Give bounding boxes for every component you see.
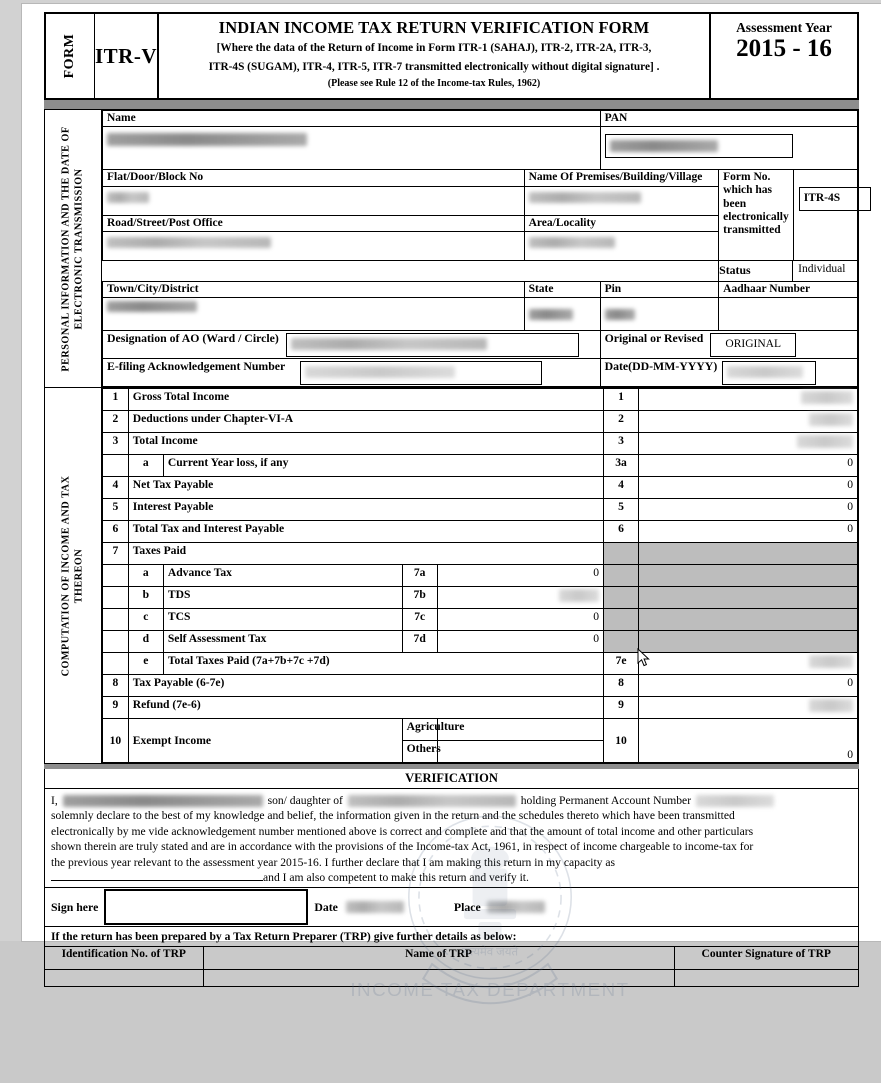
- row-sub: e: [128, 653, 163, 675]
- form-no-label: Form No. which has been electronically transmitted: [723, 171, 789, 237]
- assessment-year-cell: [711, 14, 857, 98]
- signature-box[interactable]: [104, 889, 308, 925]
- disabled-cell: [603, 609, 638, 631]
- row-ref: 8: [603, 675, 638, 697]
- row-value[interactable]: [639, 697, 858, 719]
- sign-date-redacted: [346, 901, 404, 913]
- row-no: 4: [103, 477, 129, 499]
- computation-section-rail: [45, 388, 102, 763]
- verification-line-5: the previous year relevant to the assessment year 2015-16. I further declare that I am making this return in my capacity as: [51, 855, 616, 869]
- verification-heading: VERIFICATION: [45, 769, 858, 789]
- row-no: 9: [103, 697, 129, 719]
- form-no-value[interactable]: ITR-4S: [799, 187, 871, 211]
- row-label: Interest Payable: [128, 499, 603, 521]
- premises-value-redacted: [529, 192, 641, 203]
- form-code: ITR-V: [95, 14, 159, 98]
- premises-label: Name Of Premises/Building/Village: [524, 170, 719, 187]
- table-row: [103, 521, 858, 543]
- ao-value-box[interactable]: [286, 333, 579, 357]
- verification-lead: I,: [51, 794, 58, 807]
- ack-cell: [103, 359, 601, 387]
- table-row: [103, 389, 858, 411]
- table-row: [103, 331, 858, 359]
- row-ref: 7d: [402, 631, 437, 653]
- ao-cell: [103, 331, 601, 359]
- aadhaar-label: Aadhaar Number: [719, 281, 858, 297]
- capacity-blank-line[interactable]: [51, 880, 263, 881]
- form-rule-note: (Please see Rule 12 of the Income-tax Rules, 1962): [327, 77, 541, 89]
- table-row: [103, 433, 858, 455]
- row-value[interactable]: 0: [639, 499, 858, 521]
- table-row: [103, 359, 858, 387]
- table-row: [103, 298, 858, 331]
- form-word-cell: [46, 14, 95, 98]
- sign-place-label: Place: [453, 899, 481, 914]
- parent-name-redacted: [348, 795, 516, 807]
- row-ref: 7a: [402, 565, 437, 587]
- table-row: [103, 719, 858, 741]
- watermark-motto: सत्यमेव जयते: [461, 945, 519, 959]
- table-row: [103, 653, 858, 675]
- disabled-cell: [603, 631, 638, 653]
- table-row: [103, 587, 858, 609]
- form-header: [44, 12, 859, 100]
- table-row: [45, 970, 858, 987]
- taxes-paid-no: 7: [103, 543, 129, 565]
- row-no: 2: [103, 411, 129, 433]
- pan-label: PAN: [600, 111, 857, 127]
- form-sheet: [44, 12, 859, 1000]
- row-value[interactable]: 0: [437, 609, 603, 631]
- town-label: Town/City/District: [103, 281, 525, 297]
- exempt-no: 10: [103, 719, 129, 763]
- row-value[interactable]: [639, 389, 858, 411]
- original-revised-value[interactable]: ORIGINAL: [710, 333, 796, 357]
- exempt-label: Exempt Income: [128, 719, 402, 763]
- row-label: TDS: [163, 587, 402, 609]
- table-row: [103, 411, 858, 433]
- verification-line-3: electronically by me vide acknowledgement number mentioned above is correct and complete and that the amount of total income and other particulars: [51, 824, 754, 838]
- disabled-cell: [639, 565, 858, 587]
- exempt-sub-label: Agriculture: [402, 719, 437, 741]
- exempt-value[interactable]: 0: [639, 719, 858, 763]
- disabled-cell: [639, 609, 858, 631]
- declarant-pan-redacted: [696, 795, 774, 807]
- computation-section-body: [102, 388, 858, 763]
- status-value: Individual: [792, 260, 862, 282]
- status-cell: [719, 261, 858, 282]
- row-label: Total Taxes Paid (7a+7b+7c +7d): [163, 653, 603, 675]
- road-value-redacted: [107, 237, 271, 248]
- row-value-redacted: [559, 589, 599, 602]
- row-sub: a: [128, 455, 163, 477]
- table-row: [45, 947, 858, 970]
- row-value[interactable]: 0: [437, 565, 603, 587]
- form-subtitle-line2: ITR-4S (SUGAM), ITR-4, ITR-5, ITR-7 transmitted electronically without digital signature] .: [208, 61, 660, 74]
- trp-name-value[interactable]: [203, 970, 674, 987]
- flat-value-cell[interactable]: [103, 186, 525, 215]
- row-label: Self Assessment Tax: [163, 631, 402, 653]
- disabled-cell: [639, 631, 858, 653]
- row-ref: 7b: [402, 587, 437, 609]
- row-no: [103, 455, 129, 477]
- watermark-emblem-text: INCOME TAX DEPARTMENT: [350, 979, 630, 1000]
- table-row: [103, 609, 858, 631]
- row-label: Net Tax Payable: [128, 477, 603, 499]
- row-value[interactable]: 0: [639, 521, 858, 543]
- row-ref: 7c: [402, 609, 437, 631]
- flat-label: Flat/Door/Block No: [103, 170, 525, 187]
- row-no: 3: [103, 433, 129, 455]
- table-row: [103, 631, 858, 653]
- row-value[interactable]: 0: [437, 631, 603, 653]
- row-label: Gross Total Income: [128, 389, 603, 411]
- flat-value-redacted: [107, 192, 149, 203]
- name-value-cell[interactable]: [103, 127, 601, 170]
- row-no: 6: [103, 521, 129, 543]
- table-row: [103, 697, 858, 719]
- row-no: [103, 631, 129, 653]
- assessment-year-label: Assessment Year: [736, 20, 832, 35]
- pan-value-cell[interactable]: [600, 127, 857, 170]
- town-value-cell[interactable]: [103, 298, 525, 331]
- row-value-redacted: [801, 391, 853, 404]
- row-no: 8: [103, 675, 129, 697]
- original-revised-cell: [600, 331, 857, 359]
- row-no: [103, 609, 129, 631]
- efiling-date-value-box[interactable]: [722, 361, 816, 385]
- row-label: Advance Tax: [163, 565, 402, 587]
- sign-here-label: Sign here: [51, 899, 99, 914]
- row-value[interactable]: [437, 587, 603, 609]
- table-row: [103, 111, 858, 127]
- table-row: [103, 565, 858, 587]
- disabled-cell: [639, 543, 858, 565]
- table-row: [103, 499, 858, 521]
- row-value[interactable]: [639, 433, 858, 455]
- row-sub: b: [128, 587, 163, 609]
- row-no: [103, 653, 129, 675]
- pin-label: Pin: [600, 281, 719, 297]
- state-value-cell[interactable]: [524, 298, 600, 331]
- personal-section-rail-label: PERSONAL INFORMATION AND THE DATE OF ELECTRONIC TRANSMISSION: [60, 125, 84, 372]
- form-word-label: FORM: [62, 33, 77, 79]
- personal-section-body: [102, 110, 858, 387]
- row-label: Refund (7e-6): [128, 697, 603, 719]
- exempt-sub-label: Others: [402, 741, 437, 763]
- pan-value-redacted: [610, 140, 718, 152]
- ack-value-box[interactable]: [300, 361, 542, 385]
- row-ref: 6: [603, 521, 638, 543]
- disabled-cell: [603, 587, 638, 609]
- exempt-sub-value[interactable]: [437, 741, 603, 763]
- ao-value-redacted: [291, 338, 487, 350]
- row-ref: 7e: [603, 653, 638, 675]
- declarant-name-redacted: [63, 795, 263, 807]
- trp-signature-value[interactable]: [674, 970, 858, 987]
- row-no: [103, 587, 129, 609]
- row-ref: 1: [603, 389, 638, 411]
- table-row: [103, 455, 858, 477]
- form-title: INDIAN INCOME TAX RETURN VERIFICATION FORM: [218, 18, 650, 37]
- row-label: Deductions under Chapter-VI-A: [128, 411, 603, 433]
- aadhaar-value-cell[interactable]: [719, 298, 858, 331]
- verification-line-1: [51, 793, 852, 808]
- trp-col-id: Identification No. of TRP: [45, 947, 203, 970]
- row-value-redacted: [797, 435, 853, 448]
- row-value[interactable]: [639, 411, 858, 433]
- area-label: Area/Locality: [524, 215, 719, 232]
- row-ref: 5: [603, 499, 638, 521]
- row-value[interactable]: 0: [639, 477, 858, 499]
- table-row: [103, 543, 858, 565]
- name-value-redacted: [107, 133, 307, 146]
- mouse-cursor-icon: [637, 648, 651, 668]
- ack-label: E-filing Acknowledgement Number: [107, 359, 286, 373]
- signature-row: [45, 887, 858, 926]
- trp-col-name: Name of TRP: [203, 947, 674, 970]
- row-value[interactable]: 0: [639, 455, 858, 477]
- row-value[interactable]: [639, 653, 858, 675]
- row-ref: 3: [603, 433, 638, 455]
- trp-col-signature: Counter Signature of TRP: [674, 947, 858, 970]
- son-daughter-label: son/ daughter of: [267, 794, 343, 807]
- disabled-cell: [639, 587, 858, 609]
- row-no: 1: [103, 389, 129, 411]
- exempt-ref: 10: [603, 719, 638, 763]
- pin-value-cell[interactable]: [600, 298, 719, 331]
- pan-value-box[interactable]: [605, 134, 793, 158]
- section-divider-band: [44, 100, 859, 109]
- trp-note: If the return has been prepared by a Tax Return Preparer (TRP) give further details as below:: [51, 930, 517, 944]
- table-row: [103, 477, 858, 499]
- row-ref: 3a: [603, 455, 638, 477]
- state-value-redacted: [529, 309, 573, 320]
- name-label: Name: [103, 111, 601, 127]
- disabled-cell: [603, 565, 638, 587]
- table-row: [103, 127, 858, 170]
- ack-value-redacted: [305, 366, 455, 378]
- taxes-paid-label: Taxes Paid: [128, 543, 603, 565]
- efiling-date-redacted: [727, 366, 803, 378]
- verification-section: [44, 769, 859, 927]
- table-row: [103, 170, 858, 187]
- pan-phrase-label: holding Permanent Account Number: [520, 794, 692, 807]
- assessment-year-value: 2015 - 16: [736, 35, 832, 62]
- row-label: Total Income: [128, 433, 603, 455]
- state-label: State: [524, 281, 600, 297]
- row-value[interactable]: 0: [639, 675, 858, 697]
- table-row: [103, 261, 858, 282]
- original-revised-label: Original or Revised: [604, 331, 704, 345]
- table-row: [103, 281, 858, 297]
- area-value-cell[interactable]: [524, 232, 719, 261]
- verification-body: [45, 789, 858, 887]
- row-value-redacted: [809, 413, 853, 426]
- form-no-value-wrap: [793, 169, 871, 261]
- row-ref: 2: [603, 411, 638, 433]
- row-label: Current Year loss, if any: [163, 455, 603, 477]
- pin-value-redacted: [605, 309, 635, 320]
- verification-line-6: [51, 870, 852, 885]
- area-value-redacted: [529, 237, 615, 248]
- sign-place-redacted: [487, 901, 545, 913]
- personal-information-section: [44, 109, 859, 388]
- town-value-redacted: [107, 301, 197, 312]
- form-subtitle-line1: [Where the data of the Return of Income in Form ITR-1 (SAHAJ), ITR-2, ITR-2A, ITR-3,: [216, 41, 652, 54]
- table-row: [103, 675, 858, 697]
- efiling-date-label: Date(DD-MM-YYYY): [604, 359, 718, 373]
- road-label: Road/Street/Post Office: [103, 215, 525, 232]
- efiling-date-cell: [600, 359, 857, 387]
- sign-date-label: Date: [314, 899, 338, 914]
- row-no: [103, 565, 129, 587]
- row-sub: a: [128, 565, 163, 587]
- disabled-cell: [603, 543, 638, 565]
- row-value-redacted: [809, 655, 853, 668]
- row-label: Total Tax and Interest Payable: [128, 521, 603, 543]
- row-label: Tax Payable (6-7e): [128, 675, 603, 697]
- row-ref: 4: [603, 477, 638, 499]
- document-page: [22, 4, 881, 1000]
- row-label: TCS: [163, 609, 402, 631]
- row-sub: d: [128, 631, 163, 653]
- personal-section-rail: [45, 110, 102, 387]
- computation-section-rail-label: COMPUTATION OF INCOME AND TAX THEREON: [60, 475, 84, 676]
- form-title-block: [159, 14, 711, 98]
- status-label: Status: [719, 263, 751, 278]
- row-ref: 9: [603, 697, 638, 719]
- trp-section: [44, 927, 859, 987]
- row-sub: c: [128, 609, 163, 631]
- verification-line-2: solemnly declare to the best of my knowledge and belief, the information given in the return and the schedules thereto which have been transmitted: [51, 809, 735, 823]
- road-value-cell[interactable]: [103, 232, 525, 261]
- trp-id-value[interactable]: [45, 970, 203, 987]
- verification-line-4: shown therein are truly stated and are in accordance with the provisions of the Income-tax Act, 1961, in respect of income chargeable to income-tax for: [51, 840, 754, 854]
- verification-line-6-text: and I am also competent to make this return and verify it.: [263, 871, 529, 885]
- row-no: 5: [103, 499, 129, 521]
- form-no-cell: [719, 170, 858, 261]
- row-value-redacted: [809, 699, 853, 712]
- ao-label: Designation of AO (Ward / Circle): [107, 331, 279, 345]
- premises-value-cell[interactable]: [524, 186, 719, 215]
